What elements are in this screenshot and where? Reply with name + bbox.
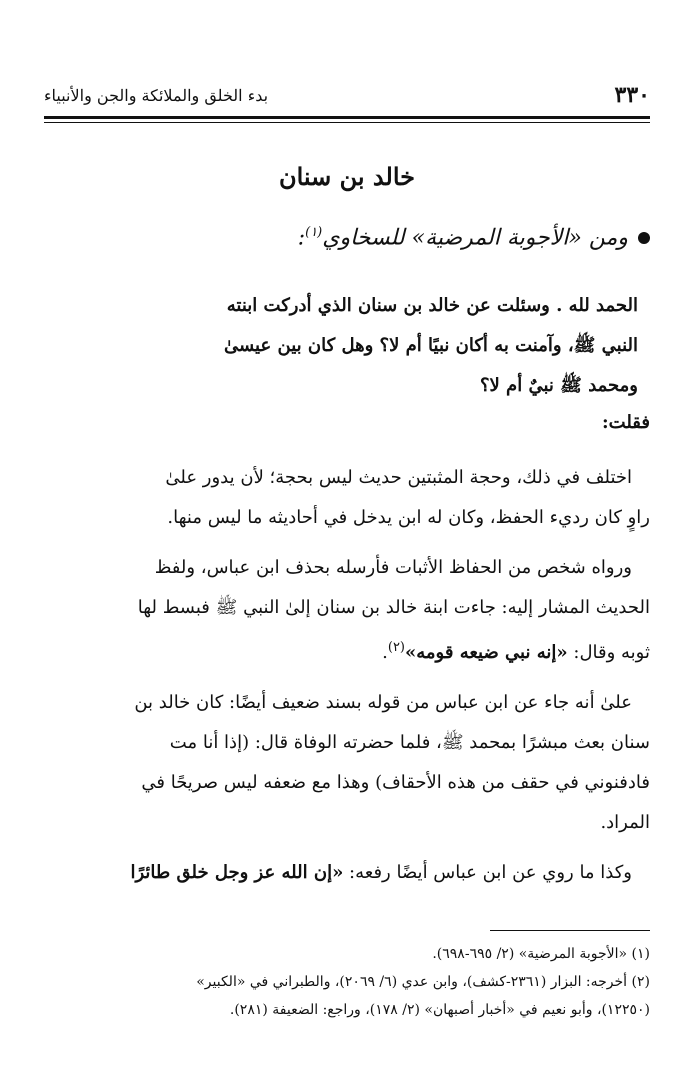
footnote-separator (490, 930, 650, 931)
paragraph (44, 458, 650, 538)
running-title: بدء الخلق والملائكة والجن والأنبياء (44, 85, 269, 105)
footnote-mark-1: (١) (305, 225, 323, 240)
hadith-quote: «إن الله عز وجل خلق طائرًا (130, 862, 344, 883)
text-line: اختلف في ذلك، وحجة المثبتين حديث ليس بحجة؛ لأن يدور علىٰ (165, 467, 632, 488)
question-block (44, 286, 638, 406)
paragraph (44, 683, 650, 843)
paragraph (44, 548, 650, 673)
bullet-icon (638, 232, 650, 244)
footnote: (١) «الأجوبة المرضية» (٢/ ٦٩٥-٦٩٨). (432, 946, 650, 962)
text-line (44, 628, 650, 673)
text-line: فادفنوني في حقف من هذه الأحقاف) وهذا مع ضعفه ليس صريحًا في (141, 772, 650, 793)
hadith-quote: «إنه نبي ضيعه قومه» (405, 642, 568, 663)
footnote: (٢) أخرجه: البزار (٢٣٦١-كشف)، وابن عدي (٦/ ٢٠٦٩)، والطبراني في «الكبير» (196, 974, 650, 990)
source-colon: : (297, 225, 306, 251)
question-line: ومحمد ﷺ نبيٌ أم لا؟ (479, 375, 638, 396)
text-line (44, 853, 650, 893)
text-line: علىٰ أنه جاء عن ابن عباس من قوله بسند ضعيف أيضًا: كان خالد بن (134, 692, 632, 713)
question-line: النبي ﷺ، وآمنت به أكان نبيًا أم لا؟ وهل كان بين عيسىٰ (224, 335, 638, 356)
footnote-mark-2: (٢) (387, 640, 405, 655)
text-line: راوٍ كان رديء الحفظ، وكان له ابن يدخل في أحاديثه ما ليس منها. (167, 507, 650, 528)
text-run: وكذا ما روي عن ابن عباس أيضًا رفعه: (343, 862, 632, 883)
text-line: ورواه شخص من الحفاظ الأثبات فأرسله بحذف ابن عباس، ولفظ (154, 557, 632, 578)
source-text: ومن «الأجوبة المرضية» للسخاوي (322, 225, 628, 251)
question-line: الحمد لله . وسئلت عن خالد بن سنان الذي أدركت ابنته (226, 295, 638, 316)
page-header (44, 80, 650, 110)
header-rule-thin (44, 122, 650, 123)
answer-label: فقلت: (602, 412, 650, 433)
text-line: الحديث المشار إليه: جاءت ابنة خالد بن سنان إلىٰ النبي ﷺ فبسط لها (137, 597, 650, 618)
footnote: (١٢٢٥٠)، وأبو نعيم في «أخبار أصبهان» (٢/ ١٧٨)، وراجع: الضعيفة (٢٨١). (229, 1002, 650, 1018)
text-line: سنان بعث مبشرًا بمحمد ﷺ، فلما حضرته الوفاة قال: (إذا أنا مت (169, 732, 650, 753)
header-rule-thick (44, 116, 650, 119)
paragraph (44, 853, 650, 893)
text-run: . (382, 642, 388, 663)
text-run: ثوبه وقال: (567, 642, 650, 663)
source-line (44, 225, 650, 250)
page-number: ٣٣٠ (614, 82, 650, 108)
body-text (44, 458, 650, 903)
footnotes (44, 940, 650, 1024)
chapter-title: خالد بن سنان (278, 162, 415, 191)
text-line: المراد. (600, 812, 650, 833)
